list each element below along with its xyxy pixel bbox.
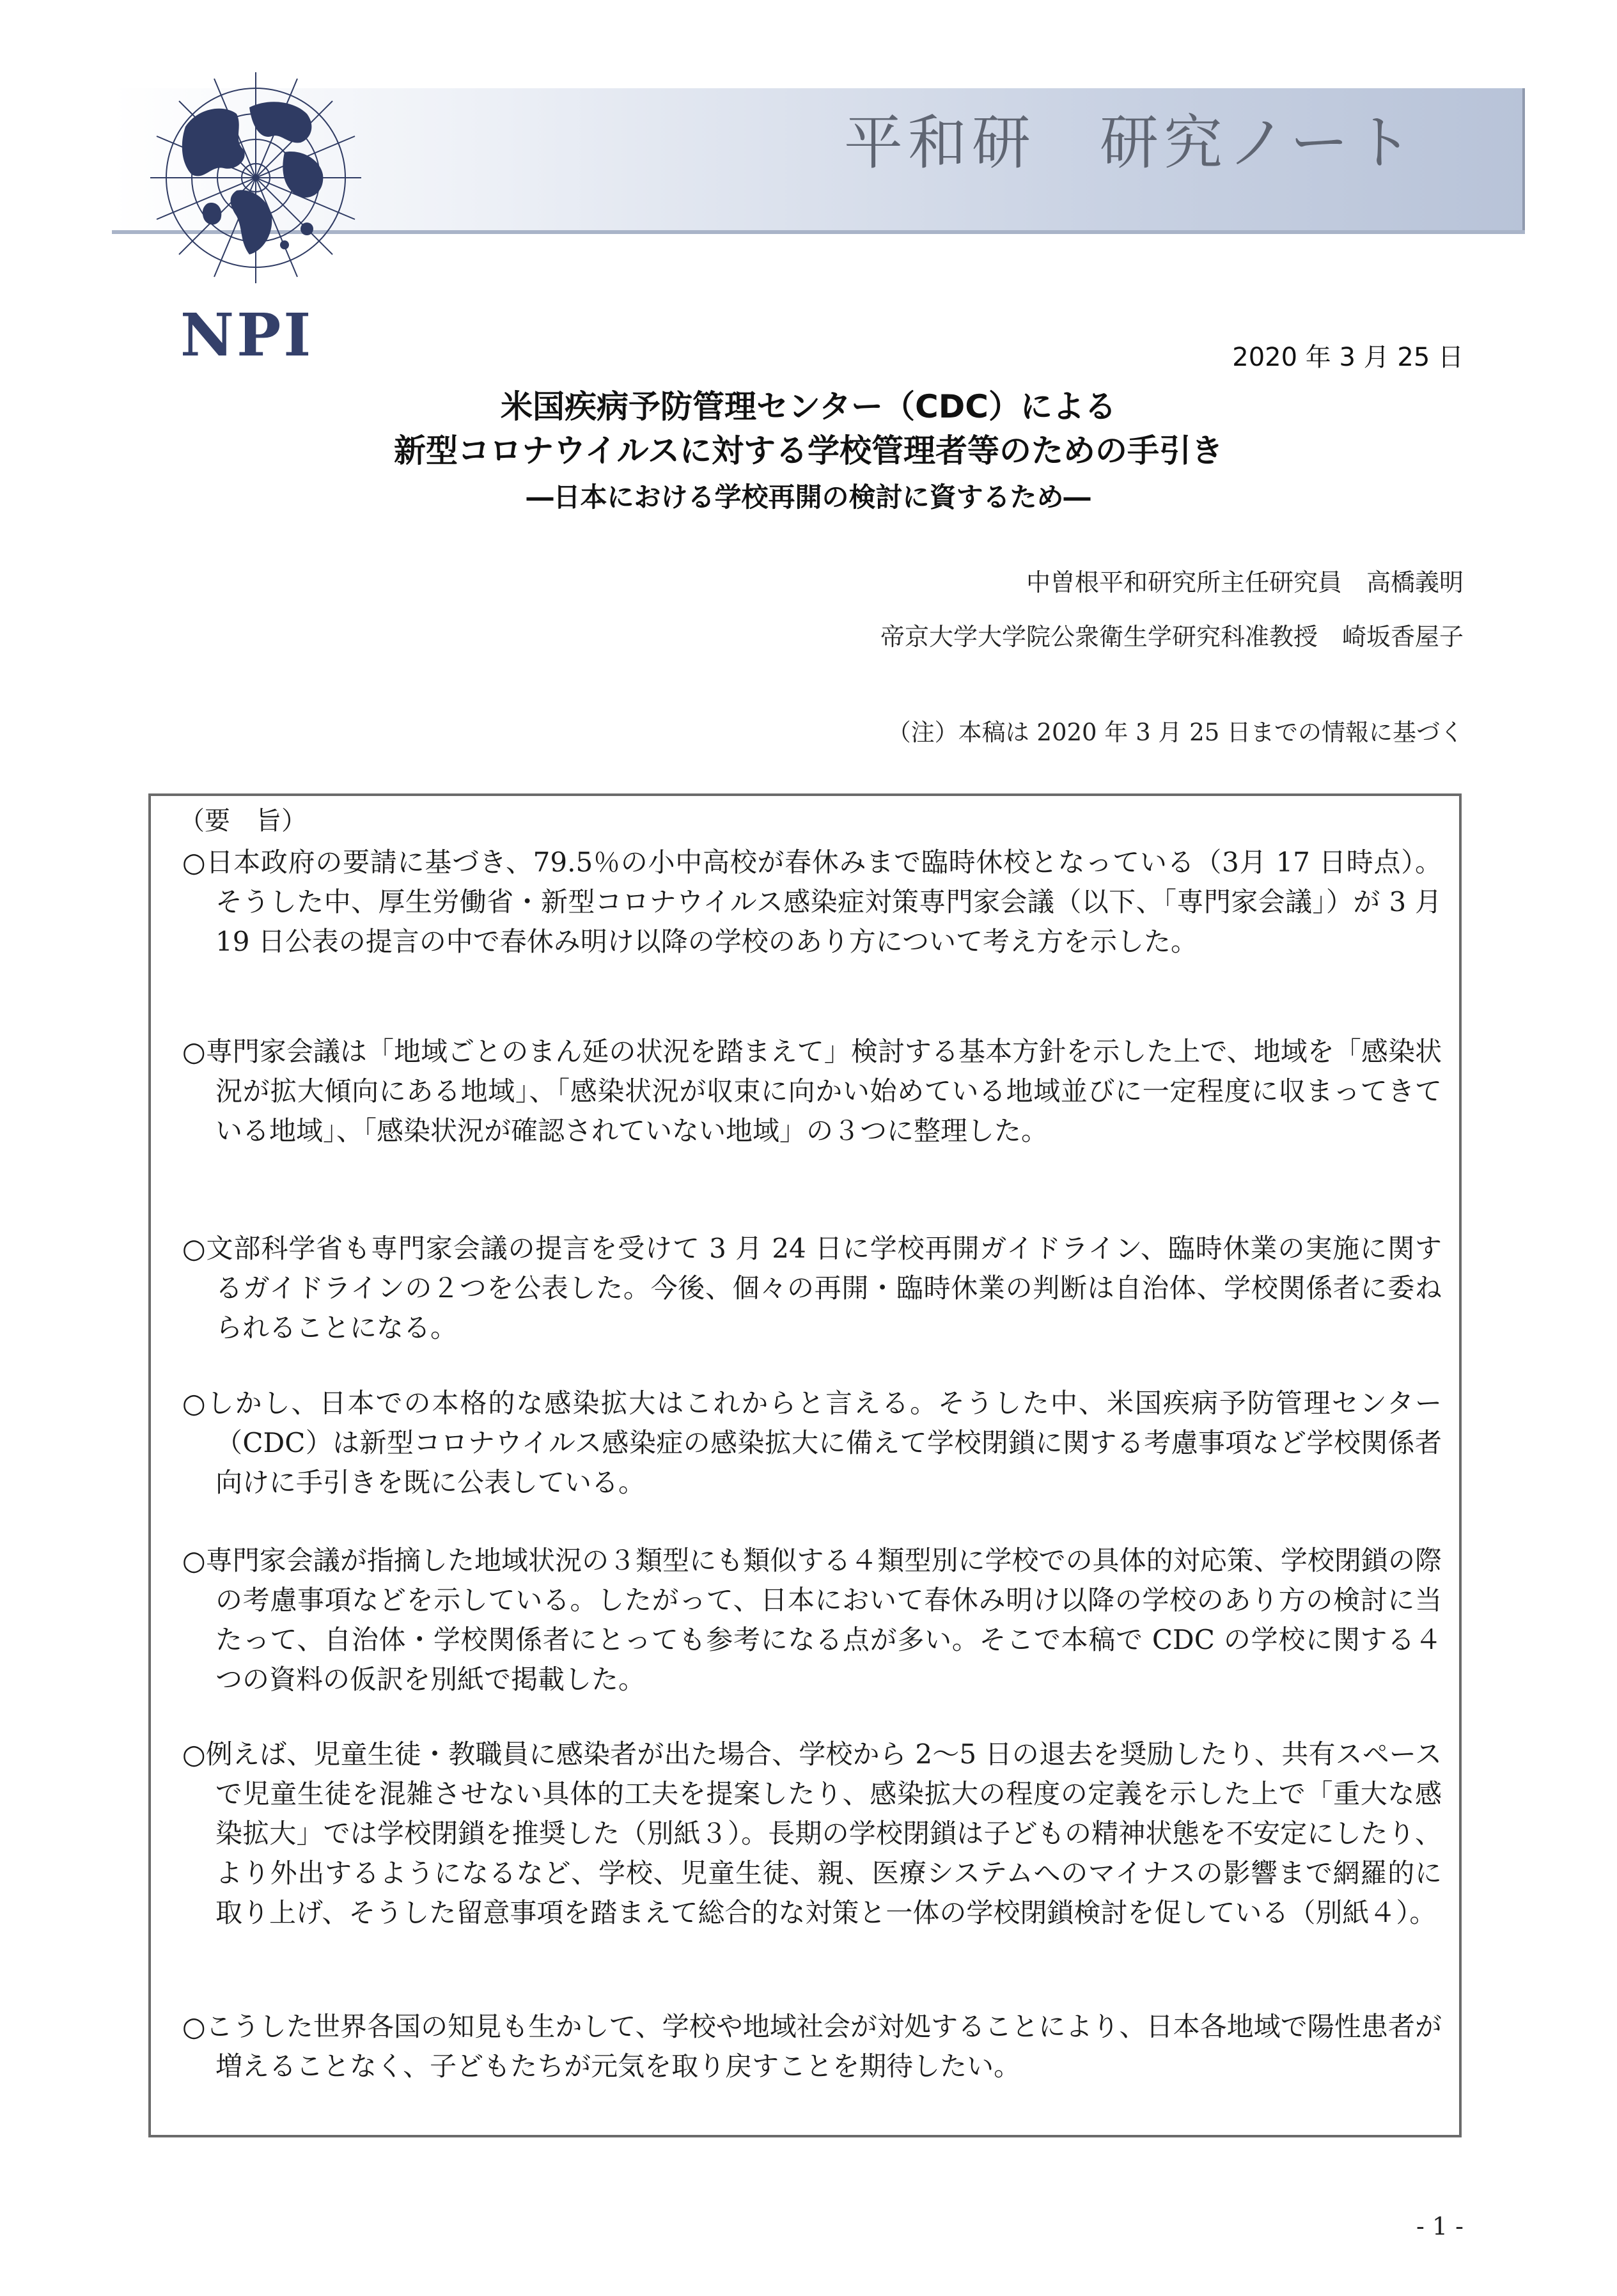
summary-heading: （要 旨） (179, 806, 307, 836)
summary-paragraph: ○日本政府の要請に基づき、79.5％の小中高校が春休みまで臨時休校となっている（3月 17 日時点）。そうした中、厚生労働省・新型コロナウイルス感染症対策専門家会議（以下、「専門家会議」）が 3 月 19 日公表の提言の中で春休み明け以降の学校のあり方について考え方を示した。 (182, 847, 1442, 957)
summary-paragraph: ○専門家会議が指摘した地域状況の３類型にも類似する４類型別に学校での具体的対応策、学校閉鎖の際の考慮事項などを示している。したがって、日本において春休み明け以降の学校のあり方の検討に当たって、自治体・学校関係者にとっても参考になる点が多い。そこで本稿で CDC の学校に関する４つの資料の仮訳を別紙で掲載した。 (182, 1545, 1442, 1695)
summary-paragraph: ○専門家会議は「地域ごとのまん延の状況を踏まえて」検討する基本方針を示した上で、地域を「感染状況が拡大傾向にある地域」、「感染状況が収束に向かい始めている地域並びに一定程度に収まってきている地域」、「感染状況が確認されていない地域」の３つに整理した。 (182, 1036, 1442, 1146)
information-note: （注）本稿は 2020 年 3 月 25 日までの情報に基づく (887, 719, 1464, 746)
subtitle: ―日本における学校再開の検討に資するため― (526, 481, 1091, 513)
header-band-edge (1522, 88, 1525, 230)
summary-paragraph: ○こうした世界各国の知見も生かして、学校や地域社会が対処することにより、日本各地域で陽性患者が増えることなく、子どもたちが元気を取り戻すことを期待したい。 (182, 2011, 1442, 2082)
author-2: 帝京大学大学院公衆衛生学研究科准教授 崎坂香屋子 (880, 623, 1464, 651)
summary-paragraph: ○文部科学省も専門家会議の提言を受けて 3 月 24 日に学校再開ガイドライン、臨時休業の実施に関するガイドラインの２つを公表した。今後、個々の再開・臨時休業の判断は自治体、学校関係者に委ねられることになる。 (182, 1233, 1442, 1343)
title-line-2: 新型コロナウイルスに対する学校管理者等のための手引き (394, 432, 1223, 469)
document-date: 2020 年 3 月 25 日 (1232, 343, 1464, 372)
page-number: - 1 - (1416, 2212, 1464, 2240)
summary-paragraph: ○例えば、児童生徒・教職員に感染者が出た場合、学校から 2～5 日の退去を奨励したり、共有スペースで児童生徒を混雑させない具体的工夫を提案したり、感染拡大の程度の定義を示した上で「重大な感染拡大」では学校閉鎖を推奨した（別紙３）。長期の学校閉鎖は子どもの精神状態を不安定にしたり、より外出するようになるなど、学校、児童生徒、親、医療システムへのマイナスの影響まで網羅的に取り上げ、そうした留意事項を踏まえて総合的な対策と一体の学校閉鎖検討を促している（別紙４）。 (182, 1738, 1442, 1928)
header-title: 平和研 研究ノート (844, 109, 1418, 177)
author-1: 中曽根平和研究所主任研究員 高橋義明 (1026, 568, 1464, 597)
org-abbreviation: NPI (180, 301, 314, 370)
title-line-1: 米国疾病予防管理センター（CDC）による (501, 388, 1116, 425)
summary-paragraph: ○しかし、日本での本格的な感染拡大はこれからと言える。そうした中、米国疾病予防管理センター（CDC）は新型コロナウイルス感染症の感染拡大に備えて学校閉鎖に関する考慮事項など学校関係者向けに手引きを既に公表している。 (182, 1387, 1442, 1498)
globe-logo-icon (147, 69, 364, 299)
